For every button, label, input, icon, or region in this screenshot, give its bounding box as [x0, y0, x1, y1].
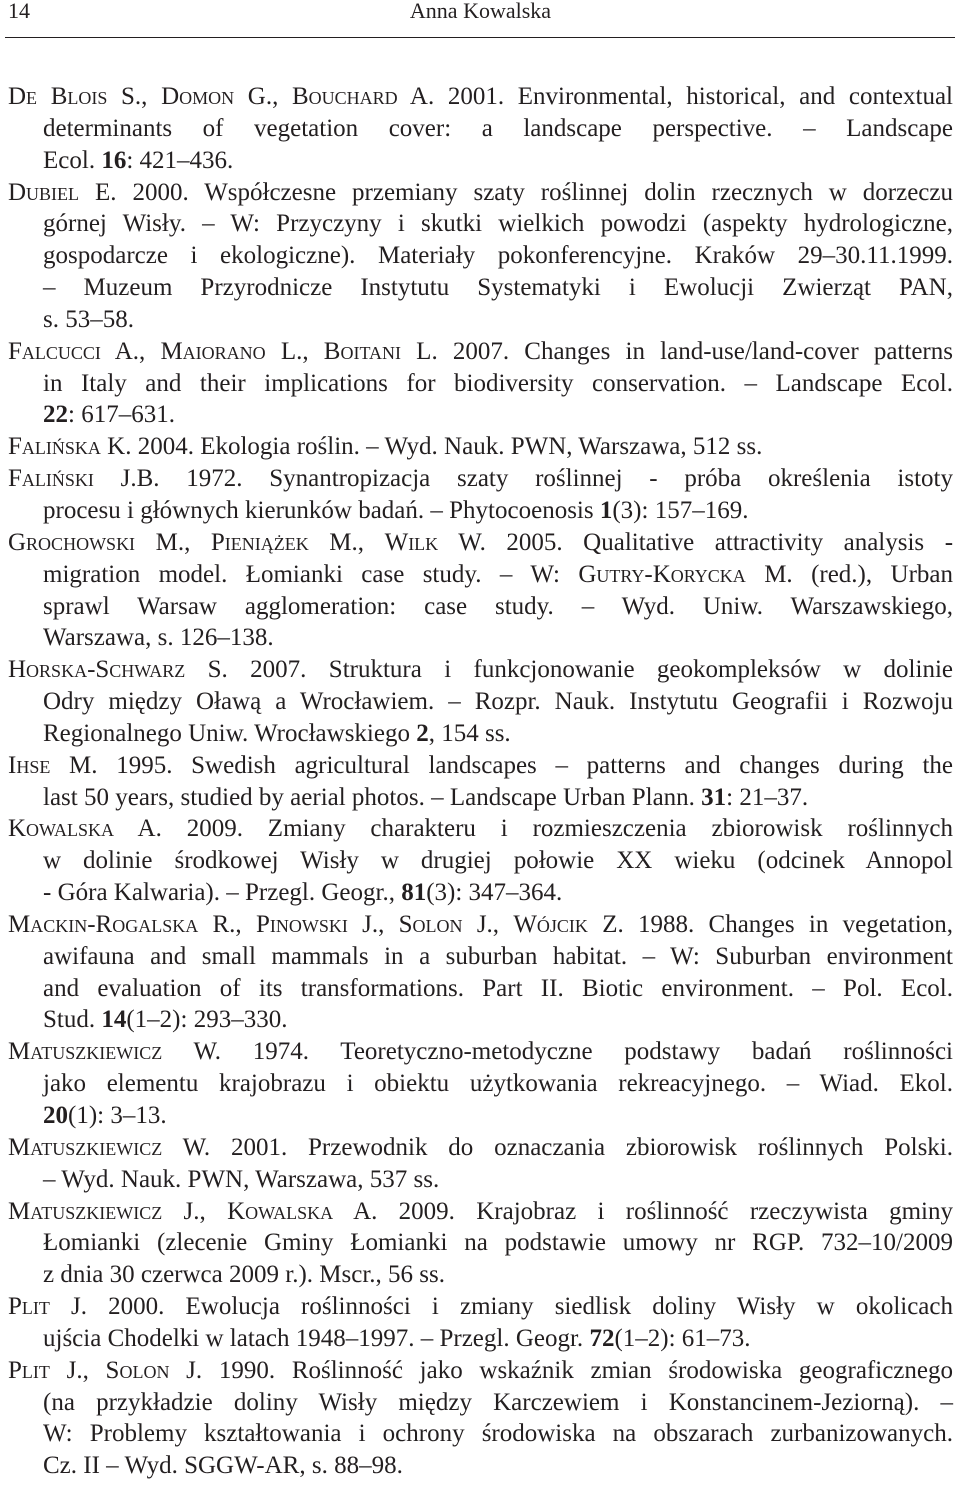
reference-line	[8, 877, 953, 909]
volume-number: 20	[43, 1102, 68, 1129]
reference-text: w dolinie środkowej Wisły w drugiej połowie XX wieku (odcinek Annopol	[43, 847, 953, 875]
reference-text: – Wyd. Nauk. PWN, Warszawa, 537 ss.	[43, 1165, 440, 1193]
reference-text: jako elementu krajobrazu i obiektu użytkowania rekreacyjnego. – Wiad. Ekol.	[43, 1070, 953, 1098]
reference-line	[8, 336, 953, 368]
reference-text: Z. 1988. Changes in vegetation,	[587, 910, 953, 938]
reference-line	[8, 1100, 953, 1132]
reference-text: M. (red.), Urban	[745, 560, 953, 588]
reference-entry	[8, 1291, 953, 1355]
reference-entry	[8, 1355, 953, 1482]
reference-text: Regionalnego Uniw. Wrocławskiego	[43, 719, 417, 747]
reference-line	[8, 973, 953, 1005]
reference-line	[8, 1036, 953, 1068]
reference-list	[8, 81, 953, 1482]
reference-text: J.,	[347, 910, 399, 938]
reference-line	[8, 559, 953, 591]
author-surname: Matuszkiewicz	[8, 1133, 163, 1161]
reference-text: G.,	[234, 83, 292, 110]
reference-text: s. 53–58.	[43, 305, 134, 333]
author-surname: Horska-Schwarz	[8, 656, 186, 684]
volume-number: 14	[101, 1006, 127, 1034]
reference-line	[8, 845, 953, 877]
reference-entry	[8, 909, 953, 1036]
reference-text: J. 2000. Ewolucja roślinności i zmiany siedlisk doliny Wisły w okolicach	[49, 1293, 953, 1321]
reference-text: S.,	[107, 83, 162, 110]
author-surname: Wójcik	[513, 910, 588, 938]
author-surname: Kowalska	[8, 815, 115, 843]
reference-line	[8, 463, 953, 495]
reference-text: Odry między Oławą a Wrocławiem. – Rozpr. Nauk. Instytutu Geografii i Rozwoju	[43, 688, 953, 716]
reference-text: W. 2001. Przewodnik do oznaczania zbiorowisk roślinnych Polski.	[162, 1133, 953, 1161]
reference-line	[8, 1387, 953, 1419]
reference-text: A. 2009. Zmiany charakteru i rozmieszczenia zbiorowisk roślinnych	[114, 815, 953, 843]
reference-entry	[8, 654, 953, 750]
reference-line	[8, 81, 953, 113]
volume-number: 16	[101, 146, 127, 174]
reference-line	[8, 750, 953, 782]
author-surname: Falcucci	[8, 337, 101, 365]
reference-line	[8, 1164, 953, 1196]
reference-text: (3): 157–169.	[612, 496, 749, 524]
reference-text: (na przykładzie doliny Wisły między Karczewiem i Konstancinem-Jeziorną). –	[43, 1388, 953, 1416]
reference-line	[8, 145, 953, 177]
reference-text: A.,	[100, 337, 161, 365]
author-surname: De Blois	[8, 83, 108, 110]
reference-text: z dnia 30 czerwca 2009 r.). Mscr., 56 ss.	[43, 1261, 445, 1289]
author-surname: Ihse	[8, 751, 51, 779]
reference-text: J.,	[462, 910, 514, 938]
reference-text: and evaluation of its transformations. Part II. Biotic environment. – Pol. Ecol.	[43, 974, 953, 1002]
author-surname: Matuszkiewicz	[8, 1197, 163, 1225]
reference-entry	[8, 177, 953, 336]
volume-number: 22	[43, 401, 68, 429]
reference-text: Łomianki (zlecenie Gminy Łomianki na podstawie umowy nr RGP. 732–10/2009	[43, 1229, 953, 1257]
reference-line	[8, 654, 953, 686]
reference-line	[8, 1196, 953, 1228]
reference-line	[8, 431, 953, 463]
reference-line	[8, 1132, 953, 1164]
reference-text: M.,	[308, 528, 385, 556]
volume-number: 72	[589, 1324, 615, 1352]
reference-line	[8, 1355, 953, 1387]
reference-line	[8, 1291, 953, 1323]
author-surname: Boitani	[323, 337, 401, 365]
author-surname: Pieniążek	[210, 528, 309, 556]
reference-line	[8, 591, 953, 623]
reference-text: Stud.	[43, 1006, 102, 1034]
reference-text: sprawl Warsaw agglomeration: case study. – Wyd. Uniw. Warszawskiego,	[43, 592, 953, 620]
reference-text: M. 1995. Swedish agricultural landscapes – patterns and changes during the	[50, 751, 953, 779]
page-number: 14	[8, 0, 30, 23]
reference-text: (1–2): 293–330.	[126, 1006, 288, 1034]
volume-number: 31	[701, 783, 727, 811]
reference-entry	[8, 527, 953, 654]
reference-line	[8, 782, 953, 814]
author-surname: Falińska	[8, 433, 101, 461]
reference-text: : 421–436.	[126, 146, 234, 174]
reference-line	[8, 272, 953, 304]
reference-entry	[8, 1132, 953, 1196]
reference-text: S. 2007. Struktura i funkcjonowanie geokompleksów w dolinie	[185, 656, 953, 684]
reference-text: L.,	[265, 337, 324, 365]
reference-text: determinants of vegetation cover: a landscape perspective. – Landscape	[43, 114, 953, 142]
reference-text: (3): 347–364.	[426, 879, 563, 907]
reference-line	[8, 686, 953, 718]
author-surname: Maiorano	[160, 337, 266, 365]
reference-line	[8, 1450, 953, 1482]
reference-text: J.B. 1972. Synantropizacja szaty roślinnej - próba określenia istoty	[93, 465, 953, 493]
reference-text: migration model. Łomianki case study. – W:	[43, 560, 579, 588]
reference-text: górnej Wisły. – W: Przyczyny i skutki wielkich powodzi (aspekty hydrologiczne,	[43, 210, 953, 238]
reference-text: - Góra Kalwaria). – Przegl. Geogr.,	[43, 879, 402, 907]
reference-text: E. 2000. Współczesne przemiany szaty roślinnej dolin rzecznych w dorzeczu	[79, 178, 953, 206]
reference-line	[8, 527, 953, 559]
author-surname: Kowalska	[227, 1197, 334, 1225]
reference-entry	[8, 431, 953, 463]
reference-line	[8, 304, 953, 336]
reference-text: J.,	[162, 1197, 228, 1225]
reference-text: L. 2007. Changes in land-use/land-cover patterns	[401, 337, 953, 365]
reference-entry	[8, 81, 953, 177]
reference-text: M.,	[135, 528, 211, 556]
reference-text: , 154 ss.	[428, 719, 511, 747]
volume-number: 1	[599, 496, 613, 524]
reference-text: (1): 3–13.	[68, 1102, 167, 1129]
header-rule	[5, 37, 955, 38]
reference-line	[8, 941, 953, 973]
reference-entry	[8, 463, 953, 527]
reference-line	[8, 399, 953, 431]
reference-entry	[8, 1196, 953, 1292]
author-surname: Mackin-Rogalska	[8, 910, 199, 938]
reference-line	[8, 718, 953, 750]
reference-line	[8, 240, 953, 272]
reference-text: W: Problemy kształtowania i ochrony środowiska na obszarach zurbanizowanych.	[43, 1420, 953, 1448]
reference-text: : 21–37.	[726, 783, 809, 811]
reference-text: J.,	[49, 1356, 106, 1384]
reference-text: gospodarcze i ekologiczne). Materiały pokonferencyjne. Kraków 29–30.11.1999.	[43, 242, 953, 270]
author-surname: Pinowski	[255, 910, 348, 938]
reference-text: : 617–631.	[68, 401, 175, 429]
reference-entry	[8, 813, 953, 909]
reference-line	[8, 1068, 953, 1100]
author-surname: Plit	[8, 1293, 50, 1321]
reference-text: K. 2004. Ekologia roślin. – Wyd. Nauk. PWN, Warszawa, 512 ss.	[100, 433, 763, 461]
reference-text: R.,	[198, 910, 256, 938]
running-header	[8, 0, 953, 22]
author-surname: Dubiel	[8, 178, 80, 206]
reference-text: (1–2): 61–73.	[614, 1324, 751, 1352]
reference-line	[8, 1004, 953, 1036]
reference-line	[8, 1323, 953, 1355]
reference-line	[8, 368, 953, 400]
reference-line	[8, 909, 953, 941]
reference-text: A. 2001. Environmental, historical, and contextual	[397, 83, 953, 110]
volume-number: 81	[401, 879, 427, 907]
reference-line	[8, 622, 953, 654]
reference-text: Cz. II – Wyd. SGGW-AR, s. 88–98.	[43, 1452, 403, 1480]
reference-text: – Muzeum Przyrodnicze Instytutu Systematyki i Ewolucji Zwierząt PAN,	[43, 274, 953, 302]
author-surname: Wilk	[384, 528, 439, 556]
reference-text: Warszawa, s. 126–138.	[43, 624, 274, 652]
reference-entry	[8, 1036, 953, 1132]
reference-entry	[8, 336, 953, 432]
author-surname: Domon	[161, 83, 235, 110]
reference-text: last 50 years, studied by aerial photos. – Landscape Urban Plann.	[43, 783, 702, 811]
author-surname: Faliński	[8, 465, 94, 493]
reference-text: procesu i głównych kierunków badań. – Phytocoenosis	[43, 496, 600, 524]
author-surname: Plit	[8, 1356, 50, 1384]
reference-entry	[8, 750, 953, 814]
reference-line	[8, 177, 953, 209]
running-author: Anna Kowalska	[409, 0, 552, 23]
reference-text: awifauna and small mammals in a suburban habitat. – W: Suburban environment	[43, 942, 953, 970]
reference-text: W. 1974. Teoretyczno-metodyczne podstawy badań roślinności	[162, 1038, 953, 1066]
reference-line	[8, 1418, 953, 1450]
reference-line	[8, 113, 953, 145]
author-surname: Bouchard	[291, 83, 398, 110]
author-surname: Solon	[105, 1356, 170, 1384]
author-surname: Matuszkiewicz	[8, 1038, 163, 1066]
volume-number: 2	[416, 719, 429, 747]
reference-text: Ecol.	[43, 146, 102, 174]
author-surname: Solon	[398, 910, 463, 938]
author-surname: Gutry-Korycka	[578, 560, 746, 588]
author-surname: Grochowski	[8, 528, 136, 556]
reference-line	[8, 1227, 953, 1259]
reference-line	[8, 495, 953, 527]
reference-line	[8, 1259, 953, 1291]
reference-text: ujścia Chodelki w latach 1948–1997. – Przegl. Geogr.	[43, 1324, 590, 1352]
reference-text: A. 2009. Krajobraz i roślinność rzeczywista gminy	[333, 1197, 954, 1225]
reference-text: J. 1990. Roślinność jako wskaźnik zmian środowiska geograficznego	[169, 1356, 953, 1384]
reference-text: in Italy and their implications for biodiversity conservation. – Landscape Ecol.	[43, 369, 953, 397]
reference-line	[8, 813, 953, 845]
reference-text: W. 2005. Qualitative attractivity analysis -	[438, 528, 954, 556]
reference-line	[8, 208, 953, 240]
